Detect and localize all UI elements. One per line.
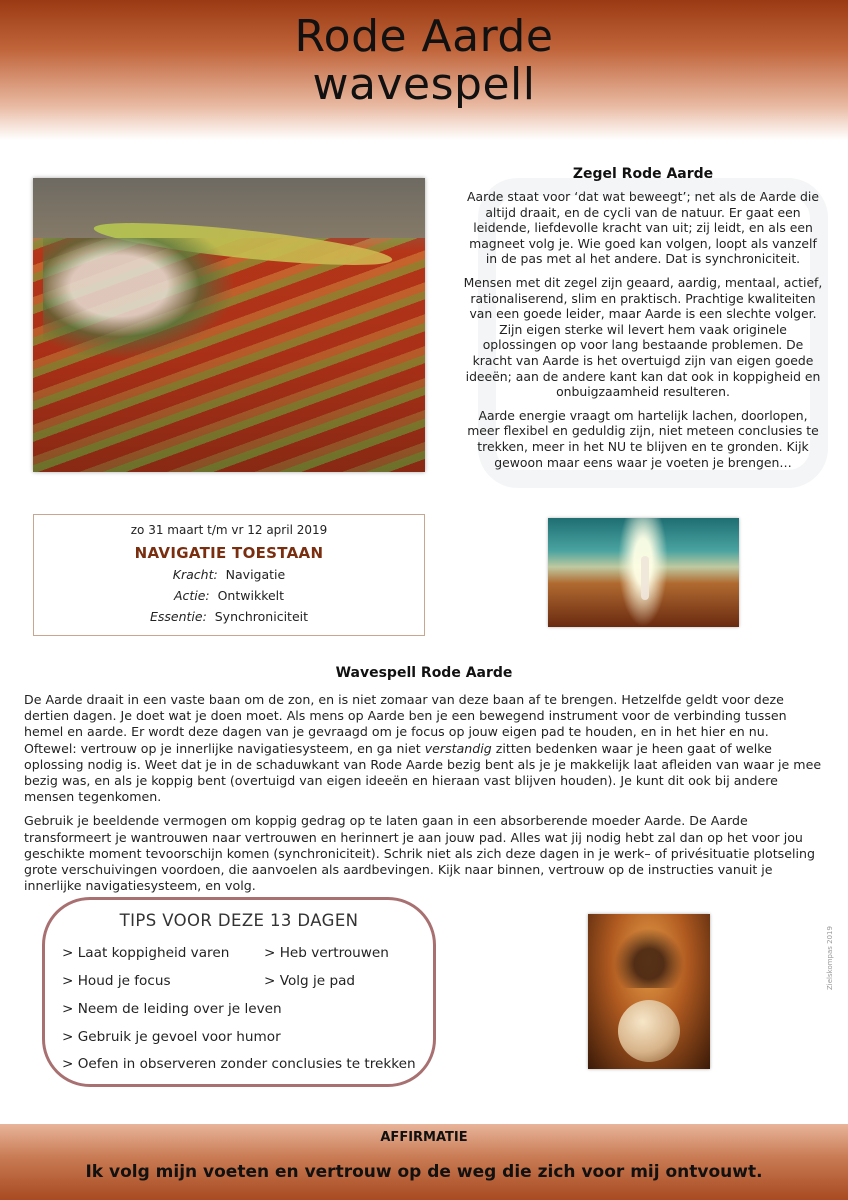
essentie-value: Synchroniciteit (214, 609, 309, 624)
photo-village (43, 238, 233, 358)
wavespell-body (24, 692, 824, 902)
tip-item: > Heb vertrouwen (264, 945, 389, 961)
wavespell-heading: Wavespell Rode Aarde (335, 665, 513, 681)
page-title-line2: wavespell (312, 59, 536, 110)
tip-item: > Volg je pad (264, 973, 356, 989)
essentie-label: Essentie: (149, 609, 207, 624)
seal-paragraph: Mensen met dit zegel zijn geaard, aardig, mentaal, actief, rationaliserend, slim en praktisch. Prachtige kwaliteiten van een goede leider, maar Aarde is een slechte volger. Zijn eigen sterke wil levert hem vaak originele oplossingen op voor lang bestaande problemen. De kracht van Aarde is het overtuigd zijn van eigen goede ideeën; aan de andere kant kan dat ook in koppigheid en onbuigzaamheid resulteren. (463, 274, 823, 400)
wavespell-paragraph-2: Gebruik je beeldende vermogen om koppig gedrag op te laten gaan in een absorberende moeder Aarde. De Aarde transformeert je wantrouwen naar vertrouwen en herinnert je aan jouw pad. Alles wat jij nodig hebt zal dan op het voor jou geschikte moment tevoorschijn komen (synchroniciteit). Schrik niet als zich deze dagen in je werk– of privésituatie plotseling grote verschuivingen voordoen, die aanvoelen als aardbevingen. Kijk naar binnen, vertrouw op de instructies vanuit je innerlijke navigatiesysteem, en volg. (24, 813, 815, 894)
affirmation-label: AFFIRMATIE (380, 1130, 468, 1145)
tip-item: > Laat koppigheid varen (62, 945, 230, 961)
kracht-value: Navigatie (225, 567, 286, 582)
seal-paragraph: Aarde staat voor ‘dat wat beweegt’; net als de Aarde die altijd draait, en de cycli van de natuur. Er gaat een leidende, liefdevolle kracht van uit; zij leidt, en als een magneet volg je. Wie goed kan volgen, loopt als vanzelf in de pas met al het andere. Dat is synchroniciteit. (467, 189, 819, 267)
tips-box (42, 897, 436, 1087)
actie-value: Ontwikkelt (217, 588, 285, 603)
artwork-tree (614, 928, 684, 988)
red-earth-terraces-photo (33, 178, 425, 472)
date-range: zo 31 maart t/m vr 12 april 2019 (130, 523, 328, 537)
seal-heading: Zegel Rode Aarde (572, 166, 714, 182)
seal-description (462, 166, 824, 478)
seal-paragraph: Aarde energie vraagt om hartelijk lachen, doorlopen, meer flexibel en geduldig zijn, niet meteen conclusies te trekken, meer in het NU te blijven en te gronden. Kijk gewoon maar eens waar je voeten je brengen… (467, 407, 819, 470)
tip-item: > Houd je focus (62, 973, 171, 989)
tip-item: > Gebruik je gevoel voor humor (62, 1029, 281, 1045)
woman-in-sunlight-photo (548, 518, 739, 627)
affirmation-footer (0, 1124, 848, 1200)
kracht-label: Kracht: (172, 567, 218, 582)
actie-row (34, 588, 424, 604)
essentie-row (34, 609, 424, 625)
tree-woman-earth-artwork (588, 914, 710, 1069)
tip-item: > Oefen in observeren zonder conclusies te trekken (62, 1056, 416, 1072)
paragraph-text: zitten bedenken waar je heen gaat of welke oplossing nodig is. Weet dat je in de schaduwkant van Rode Aarde bezig bent als je je makkelijk laat afleiden van waar je mee bezig was, en als je koppig bent (overtuigd van eigen ideeën en hieraan vast blijven houden). Je kunt dit ook bij andere mensen tegenkomen. (24, 740, 822, 805)
kracht-row (34, 567, 424, 583)
paragraph-text: De Aarde draait in een vaste baan om de zon, en is niet zomaar van deze baan af te brengen. Hetzelfde geldt voor deze dertien dagen. Je doet wat je doen moet. Als mens op Aarde ben je een bewegend instrument voor de verbinding tussen hemel en aarde. Er wordt deze dagen van je gevraagd om je focus op jouw eigen pad te houden, en in het hier en nu. Oftewel: vertrouw op je innerlijke navigatiesysteem, en ga niet (24, 692, 787, 756)
wavespell-paragraph-1 (24, 692, 824, 805)
photo-figure (641, 556, 649, 600)
tips-heading: TIPS VOOR DEZE 13 DAGEN (119, 911, 359, 930)
page-title-line1: Rode Aarde (294, 11, 554, 62)
affirmation-text: Ik volg mijn voeten en vertrouw op de weg die zich voor mij ontvouwt. (85, 1162, 763, 1182)
tip-item: > Neem de leiding over je leven (62, 1001, 282, 1017)
emphasis-text: verstandig (424, 740, 492, 756)
wavespell-info-box (33, 514, 425, 636)
artwork-globe (618, 1000, 680, 1062)
actie-label: Actie: (173, 588, 210, 603)
copyright-credit: Zielskompas 2019 (826, 926, 834, 990)
page-header (0, 0, 848, 140)
info-title: NAVIGATIE TOESTAAN (134, 544, 324, 562)
